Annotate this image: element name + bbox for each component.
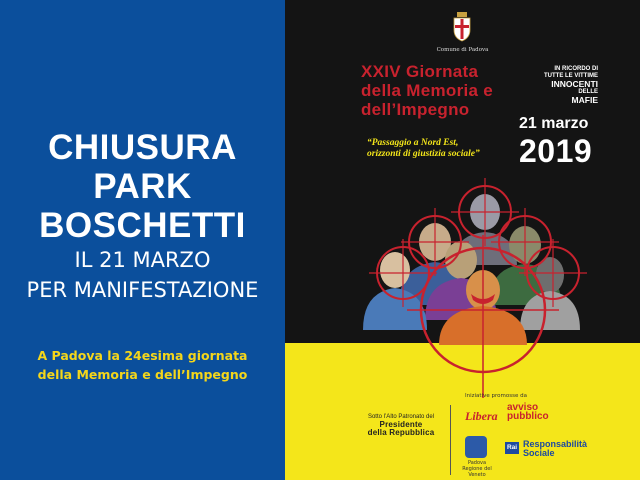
crest-label: Comune di Padova <box>436 47 489 53</box>
poster-title-line-3: dell’Impegno <box>361 100 470 119</box>
poster-quote-line-1: “Passaggio a Nord Est, <box>367 138 459 148</box>
regione-veneto-label <box>455 460 499 478</box>
left-panel <box>0 0 285 480</box>
poster-year: 2019 <box>519 133 593 169</box>
subheadline-line-2: della Memoria e dell’Impegno <box>37 367 248 382</box>
poster-quote <box>367 138 480 160</box>
headline-line-chiusura: CHIUSURA <box>48 128 237 167</box>
avviso-logo-line-2: pubblico <box>507 411 549 422</box>
rai-resp-line-2: Sociale <box>523 448 555 458</box>
ricordo-line-5: MAFIE <box>571 95 598 105</box>
ricordo-line-1: IN RICORDO DI <box>554 66 598 72</box>
headline <box>0 128 285 305</box>
people-silhouettes <box>363 194 580 345</box>
poster-title-line-1: XXIV Giornata <box>361 62 479 81</box>
in-memory-text <box>532 66 598 105</box>
regione-veneto-logo <box>465 436 487 458</box>
poster-quote-line-2: orizzonti di giustizia sociale” <box>367 149 480 159</box>
rai-social-responsibility-label <box>523 440 587 458</box>
ricordo-line-2: TUTTE LE VITTIME <box>544 73 598 79</box>
rai-logo: Rai <box>505 442 519 454</box>
headline-line-boschetti: BOSCHETTI <box>39 206 246 245</box>
promoters-label: Iniziative promosse da <box>465 393 527 399</box>
ricordo-line-4: DELLE <box>578 89 598 95</box>
sponsor-divider <box>450 405 451 475</box>
headline-line-date: IL 21 MARZO <box>74 248 211 272</box>
patronage-line-1: Sotto l’Alto Patronato del <box>367 414 435 420</box>
avviso-logo-line-1: avviso <box>507 402 539 413</box>
patronage-line-3: della Repubblica <box>367 428 435 437</box>
headline-line-park: PARK <box>93 167 192 206</box>
avviso-pubblico-logo <box>507 403 549 421</box>
event-poster <box>285 0 640 480</box>
regione-label-line-1: Padova <box>467 460 487 466</box>
poster-title <box>361 62 493 119</box>
libera-logo-text: Libera <box>465 409 498 423</box>
headline-line-reason: PER MANIFESTAZIONE <box>26 278 259 302</box>
regione-label-line-2: Regione del Veneto <box>462 466 492 478</box>
subheadline <box>0 346 285 384</box>
ricordo-line-3: INNOCENTI <box>551 79 598 89</box>
poster-date: 21 marzo <box>519 115 589 132</box>
padova-crest-icon <box>452 12 472 42</box>
libera-logo <box>465 405 499 427</box>
rai-resp-line-1: Responsabilità <box>523 439 588 449</box>
poster-title-line-2: della Memoria e <box>361 81 494 100</box>
crosshair-people-illustration <box>285 170 640 400</box>
patronage-line-2: Presidente <box>379 420 423 429</box>
subheadline-line-1: A Padova la 24esima giornata <box>37 348 248 363</box>
patronage-text <box>361 413 441 437</box>
